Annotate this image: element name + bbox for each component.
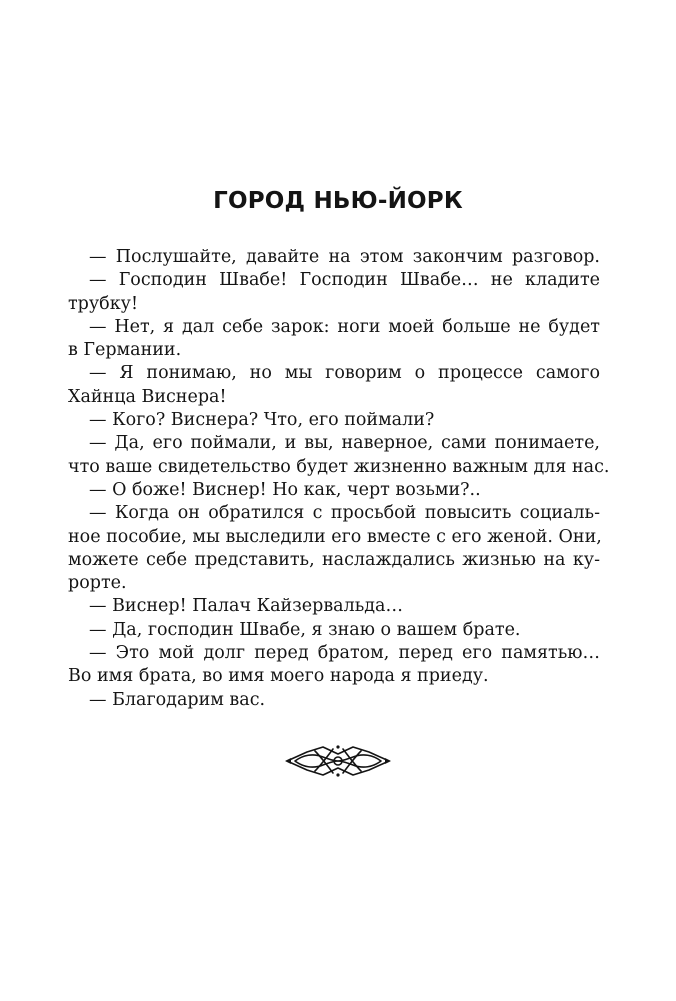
text-line: Хайнца Виснера! — [68, 386, 227, 407]
text-line: рорте. — [68, 573, 127, 594]
text-line: — Послушайте, давайте на этом закончим разговор. — [89, 247, 600, 267]
text-line: можете себе представить, наслаждались жизнью на ку- — [68, 549, 600, 570]
text-line: — Благодарим вас. — [89, 689, 266, 710]
text-line: — Кого? Виснера? Что, его поймали? — [89, 410, 435, 431]
text-line: — Это мой долг перед братом, перед его памятью… — [89, 643, 600, 664]
chapter-title: ГОРОД НЬЮ-ЙОРК — [213, 188, 463, 214]
text-line: Во имя брата, во имя моего народа я приеду. — [68, 666, 489, 687]
text-line: — Когда он обратился с просьбой повысить социаль- — [89, 503, 600, 524]
text-line: — О боже! Виснер! Но как, черт возьми?.. — [89, 479, 481, 500]
text-line: что ваше свидетельство будет жизненно важным для нас. — [68, 456, 610, 477]
text-line: ное пособие, мы выследили его вместе с его женой. Они, — [68, 526, 602, 547]
dialogue-text — [68, 246, 610, 712]
text-line: — Я понимаю, но мы говорим о процессе самого — [89, 363, 600, 384]
text-line: — Да, господин Швабе, я знаю о вашем брате. — [89, 619, 521, 640]
ornament-divider-icon — [285, 741, 391, 781]
text-line: — Да, его поймали, и вы, наверное, сами понимаете, — [89, 433, 600, 454]
text-line: трубку! — [68, 293, 138, 314]
text-line: — Нет, я дал себе зарок: ноги моей больше не будет — [89, 316, 600, 337]
text-line: — Виснер! Палач Кайзервальда… — [89, 596, 403, 617]
text-line: в Германии. — [68, 340, 182, 361]
text-line: — Господин Швабе! Господин Швабе… не кладите — [89, 270, 600, 291]
